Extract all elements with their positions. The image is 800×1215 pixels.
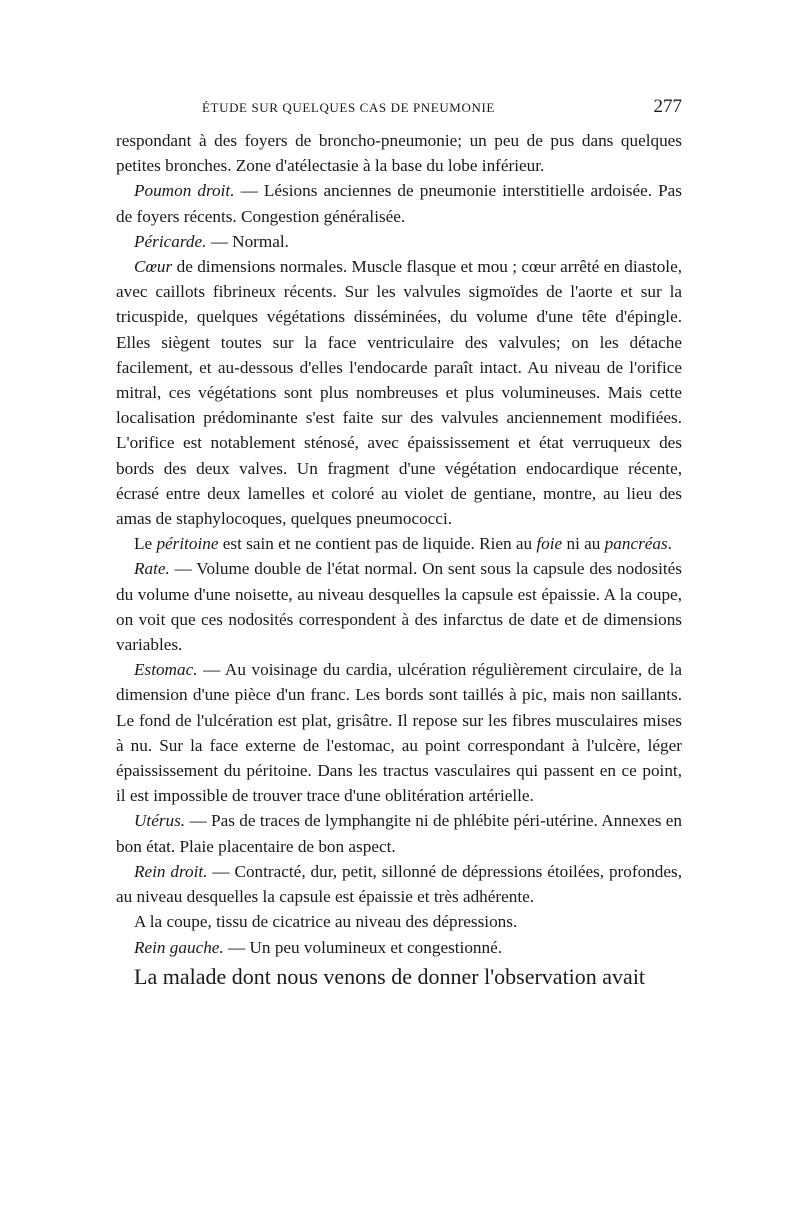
paragraph-spleen: Rate. — Volume double de l'état normal. On sent sous la capsule des nodosités du volume d'une noisette, au niveau desquelles la capsule est épaissie. A la coupe, on voit que ces nodosités correspondent à des infarctus de date et de dimensions variables. (116, 559, 682, 655)
section-label: Rein gauche. (134, 937, 224, 957)
page-number: 277 (653, 96, 682, 117)
section-label: pancréas (604, 534, 668, 554)
page-header (116, 98, 682, 122)
running-title: ÉTUDE SUR QUELQUES CAS DE PNEUMONIE (202, 100, 495, 115)
section-label: Cœur (134, 257, 173, 277)
paragraph-closing: La malade dont nous venons de donner l'observation avait (134, 963, 646, 989)
section-label: Péricarde. (134, 231, 207, 251)
paragraph-stomach: Estomac. — Au voisinage du cardia, ulcération régulièrement circulaire, de la dimension d'une pièce d'un franc. Les bords sont taillés à pic, mais non saillants. Le fond de l'ulcération est plat, grisâtre. Il repose sur les fibres musculaires mises à nu. Sur la face externe de l'estomac, au point correspondant à l'ulcère, léger épaississement du péritoine. Dans les tractus vasculaires qui passent en ce point, il est impossible de trouver trace d'une oblitération artérielle. (116, 660, 682, 806)
body-text (116, 128, 682, 992)
paragraph-uterus: Utérus. — Pas de traces de lymphangite ni de phlébite péri-utérine. Annexes en bon état. Plaie placentaire de bon aspect. (116, 811, 682, 856)
section-label: Rate. (134, 559, 170, 579)
section-label: Poumon droit. (134, 181, 235, 201)
paragraph-pericardium: Péricarde. — Normal. (134, 231, 289, 251)
section-label: foie (536, 534, 563, 554)
section-label: Utérus. (134, 811, 186, 831)
section-label: péritoine (156, 534, 219, 554)
paragraph-left-kidney: Rein gauche. — Un peu volumineux et congestionné. (134, 937, 503, 957)
paragraph-kidney-section: A la coupe, tissu de cicatrice au niveau des dépressions. (134, 912, 518, 932)
paragraph-right-lung: Poumon droit. — Lésions anciennes de pneumonie interstitielle ardoisée. Pas de foyers récents. Congestion généralisée. (116, 181, 682, 226)
paragraph-right-kidney: Rein droit. — Contracté, dur, petit, sillonné de dépressions étoilées, profondes, au niveau desquelles la capsule est épaissie et très adhérente. (116, 861, 682, 907)
section-label: Estomac. (134, 660, 198, 680)
paragraph-peritoneum: Le péritoine est sain et ne contient pas de liquide. Rien au foie ni au pancréas. (134, 534, 672, 554)
paragraph-heart: Cœur de dimensions normales. Muscle flasque et mou ; cœur arrêté en diastole, avec caillots fibrineux récents. Sur les valvules sigmoïdes de l'aorte et sur la tricuspide, quelques végétations disséminées, du volume d'une tête d'épingle. Elles siègent toutes sur la face ventriculaire des valvules; on les détache facilement, et au-dessous d'elles l'endocarde paraît intact. Au niveau de l'orifice mitral, ces végétations sont plus nombreuses et plus volumineuses. Mais cette localisation prédominante s'est faite sur des valvules anciennement modifiées. L'orifice est notablement sténosé, avec épaississement et état verruqueux des bords des deux valves. Un fragment d'une végétation endocardique récente, écrasé entre deux lamelles et coloré au violet de gentiane, montre, au lieu des amas de staphylocoques, quelques pneumococci. (116, 257, 682, 529)
paragraph-lung-left-continuation: respondant à des foyers de broncho-pneumonie; un peu de pus dans quelques petites bronches. Zone d'atélectasie à la base du lobe inférieur. (116, 131, 682, 176)
section-label: Rein droit. (134, 861, 208, 881)
